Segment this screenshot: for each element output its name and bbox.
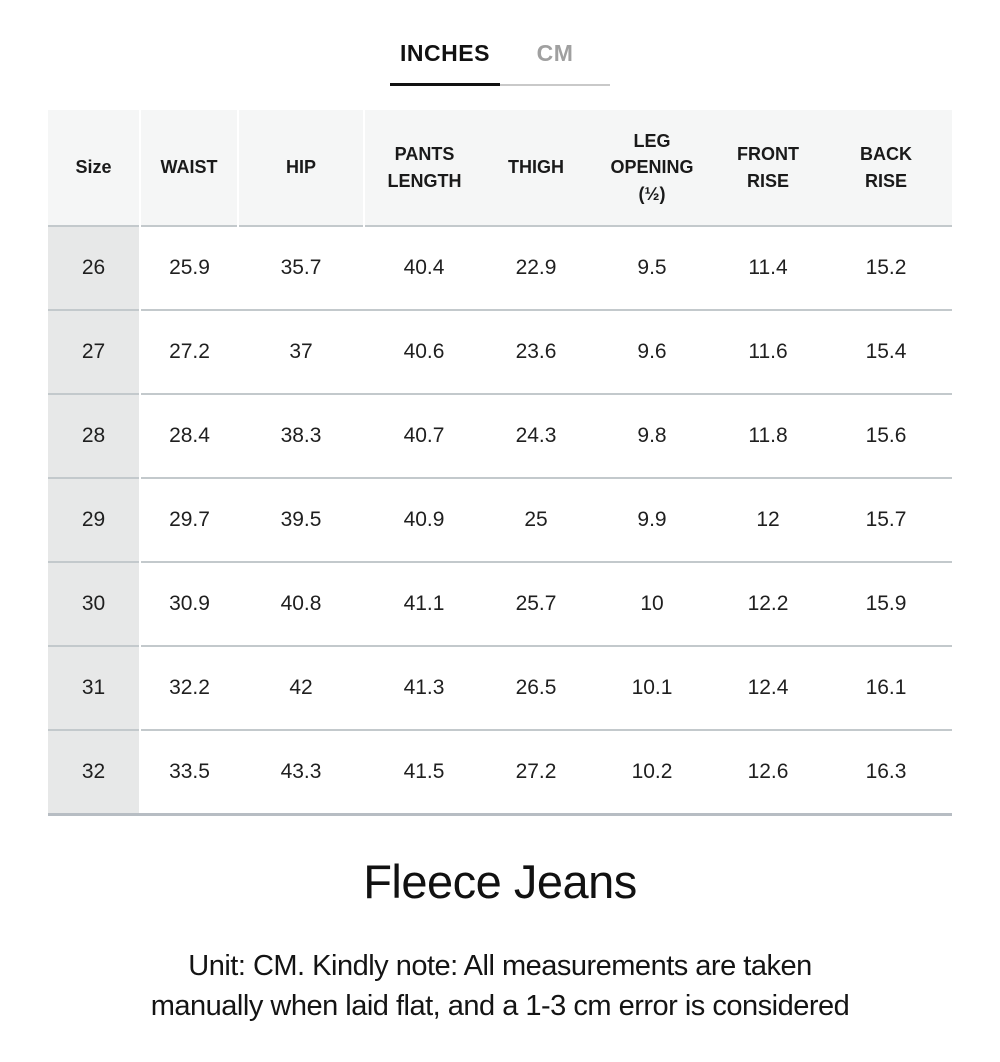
measurement-cell: 11.8 — [716, 394, 820, 478]
column-header: FRONT RISE — [716, 110, 820, 226]
column-header: WAIST — [140, 110, 238, 226]
measurement-cell: 32.2 — [140, 646, 238, 730]
measurement-cell: 9.5 — [588, 226, 716, 310]
size-cell: 32 — [48, 730, 140, 814]
measurement-note — [50, 946, 950, 1026]
measurement-cell: 15.2 — [820, 226, 952, 310]
measurement-cell: 15.7 — [820, 478, 952, 562]
size-cell: 30 — [48, 562, 140, 646]
table-header — [48, 110, 952, 226]
column-header: LEG OPENING (½) — [588, 110, 716, 226]
measurement-cell: 35.7 — [238, 226, 364, 310]
measurement-cell: 41.3 — [364, 646, 484, 730]
measurement-cell: 12.2 — [716, 562, 820, 646]
measurement-cell: 25.9 — [140, 226, 238, 310]
measurement-cell: 12 — [716, 478, 820, 562]
measurement-cell: 41.5 — [364, 730, 484, 814]
column-header: PANTS LENGTH — [364, 110, 484, 226]
note-line-2: manually when laid flat, and a 1-3 cm error is considered — [150, 990, 850, 1022]
measurement-cell: 9.8 — [588, 394, 716, 478]
measurement-cell: 37 — [238, 310, 364, 394]
measurement-cell: 25.7 — [484, 562, 588, 646]
measurement-cell: 28.4 — [140, 394, 238, 478]
measurement-cell: 38.3 — [238, 394, 364, 478]
measurement-cell: 40.7 — [364, 394, 484, 478]
table-row — [48, 730, 952, 814]
measurement-cell: 10.1 — [588, 646, 716, 730]
size-chart-table — [48, 110, 952, 816]
measurement-cell: 30.9 — [140, 562, 238, 646]
size-cell: 27 — [48, 310, 140, 394]
table-row — [48, 646, 952, 730]
measurement-cell: 22.9 — [484, 226, 588, 310]
size-cell: 28 — [48, 394, 140, 478]
measurement-cell: 26.5 — [484, 646, 588, 730]
measurement-cell: 16.1 — [820, 646, 952, 730]
measurement-cell: 41.1 — [364, 562, 484, 646]
measurement-cell: 40.6 — [364, 310, 484, 394]
measurement-cell: 9.9 — [588, 478, 716, 562]
measurement-cell: 33.5 — [140, 730, 238, 814]
measurement-cell: 9.6 — [588, 310, 716, 394]
tab-inches[interactable]: INCHES — [390, 40, 500, 86]
measurement-cell: 16.3 — [820, 730, 952, 814]
measurement-cell: 40.4 — [364, 226, 484, 310]
measurement-cell: 12.4 — [716, 646, 820, 730]
measurement-cell: 15.4 — [820, 310, 952, 394]
size-cell: 29 — [48, 478, 140, 562]
measurement-cell: 12.6 — [716, 730, 820, 814]
column-header: HIP — [238, 110, 364, 226]
measurement-cell: 27.2 — [140, 310, 238, 394]
column-header: THIGH — [484, 110, 588, 226]
measurement-cell: 40.8 — [238, 562, 364, 646]
measurement-cell: 43.3 — [238, 730, 364, 814]
measurement-cell: 40.9 — [364, 478, 484, 562]
measurement-cell: 10.2 — [588, 730, 716, 814]
measurement-cell: 39.5 — [238, 478, 364, 562]
size-cell: 26 — [48, 226, 140, 310]
measurement-cell: 10 — [588, 562, 716, 646]
measurement-cell: 11.6 — [716, 310, 820, 394]
measurement-cell: 15.6 — [820, 394, 952, 478]
measurement-cell: 42 — [238, 646, 364, 730]
column-header: Size — [48, 110, 140, 226]
measurement-cell: 27.2 — [484, 730, 588, 814]
measurement-cell: 23.6 — [484, 310, 588, 394]
tab-cm[interactable]: CM — [500, 40, 610, 86]
column-header: BACK RISE — [820, 110, 952, 226]
header-row — [48, 110, 952, 226]
measurement-cell: 15.9 — [820, 562, 952, 646]
note-line-1: Unit: CM. Kindly note: All measurements are taken — [188, 950, 812, 982]
product-title: Fleece Jeans — [363, 855, 637, 908]
measurement-cell: 29.7 — [140, 478, 238, 562]
table-row — [48, 226, 952, 310]
measurement-cell: 25 — [484, 478, 588, 562]
unit-tabs — [390, 40, 610, 86]
measurement-cell: 11.4 — [716, 226, 820, 310]
table-row — [48, 394, 952, 478]
size-cell: 31 — [48, 646, 140, 730]
table-row — [48, 310, 952, 394]
table-row — [48, 562, 952, 646]
measurement-cell: 24.3 — [484, 394, 588, 478]
table-row — [48, 478, 952, 562]
table-body — [48, 226, 952, 814]
